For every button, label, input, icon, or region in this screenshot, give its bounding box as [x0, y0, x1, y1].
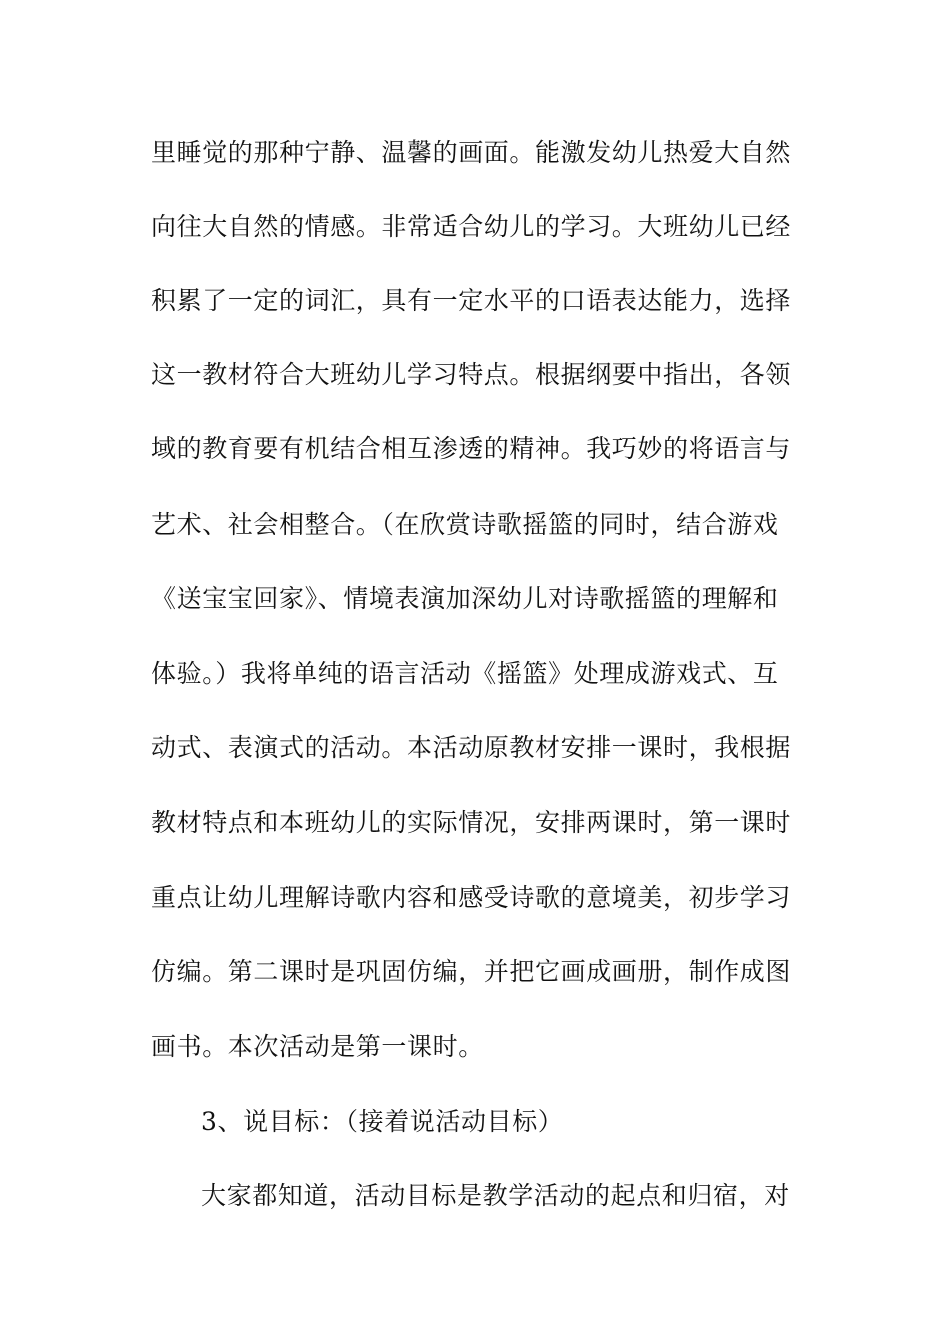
- body-text-line: 动式、表演式的活动。本活动原教材安排一课时，我根据: [151, 733, 792, 762]
- body-text-line: 教材特点和本班幼儿的实际情况，安排两课时，第一课时: [151, 808, 792, 837]
- section-heading: 3、说目标：（接着说活动目标）: [201, 1107, 564, 1136]
- body-text-line: 这一教材符合大班幼儿学习特点。根据纲要中指出，各领: [151, 360, 792, 389]
- body-text-line: 里睡觉的那种宁静、温馨的画面。能激发幼儿热爱大自然: [151, 138, 792, 167]
- body-text-line: 艺术、社会相整合。（在欣赏诗歌摇篮的同时，结合游戏: [151, 510, 779, 539]
- body-text-line: 《送宝宝回家》、情境表演加深幼儿对诗歌摇篮的理解和: [151, 584, 779, 613]
- body-text-line: 画书。本次活动是第一课时。: [151, 1032, 484, 1061]
- body-text-line: 体验。）我将单纯的语言活动《摇篮》处理成游戏式、互: [151, 659, 779, 688]
- body-text-line: 积累了一定的词汇，具有一定水平的口语表达能力，选择: [151, 286, 792, 315]
- body-text-line: 向往大自然的情感。非常适合幼儿的学习。大班幼儿已经: [151, 212, 792, 241]
- paragraph-first-line: 大家都知道，活动目标是教学活动的起点和归宿，对: [201, 1181, 790, 1210]
- body-text-line: 域的教育要有机结合相互渗透的精神。我巧妙的将语言与: [151, 434, 792, 463]
- body-text-line: 重点让幼儿理解诗歌内容和感受诗歌的意境美，初步学习: [151, 883, 792, 912]
- body-text-line: 仿编。第二课时是巩固仿编，并把它画成画册，制作成图: [151, 957, 792, 986]
